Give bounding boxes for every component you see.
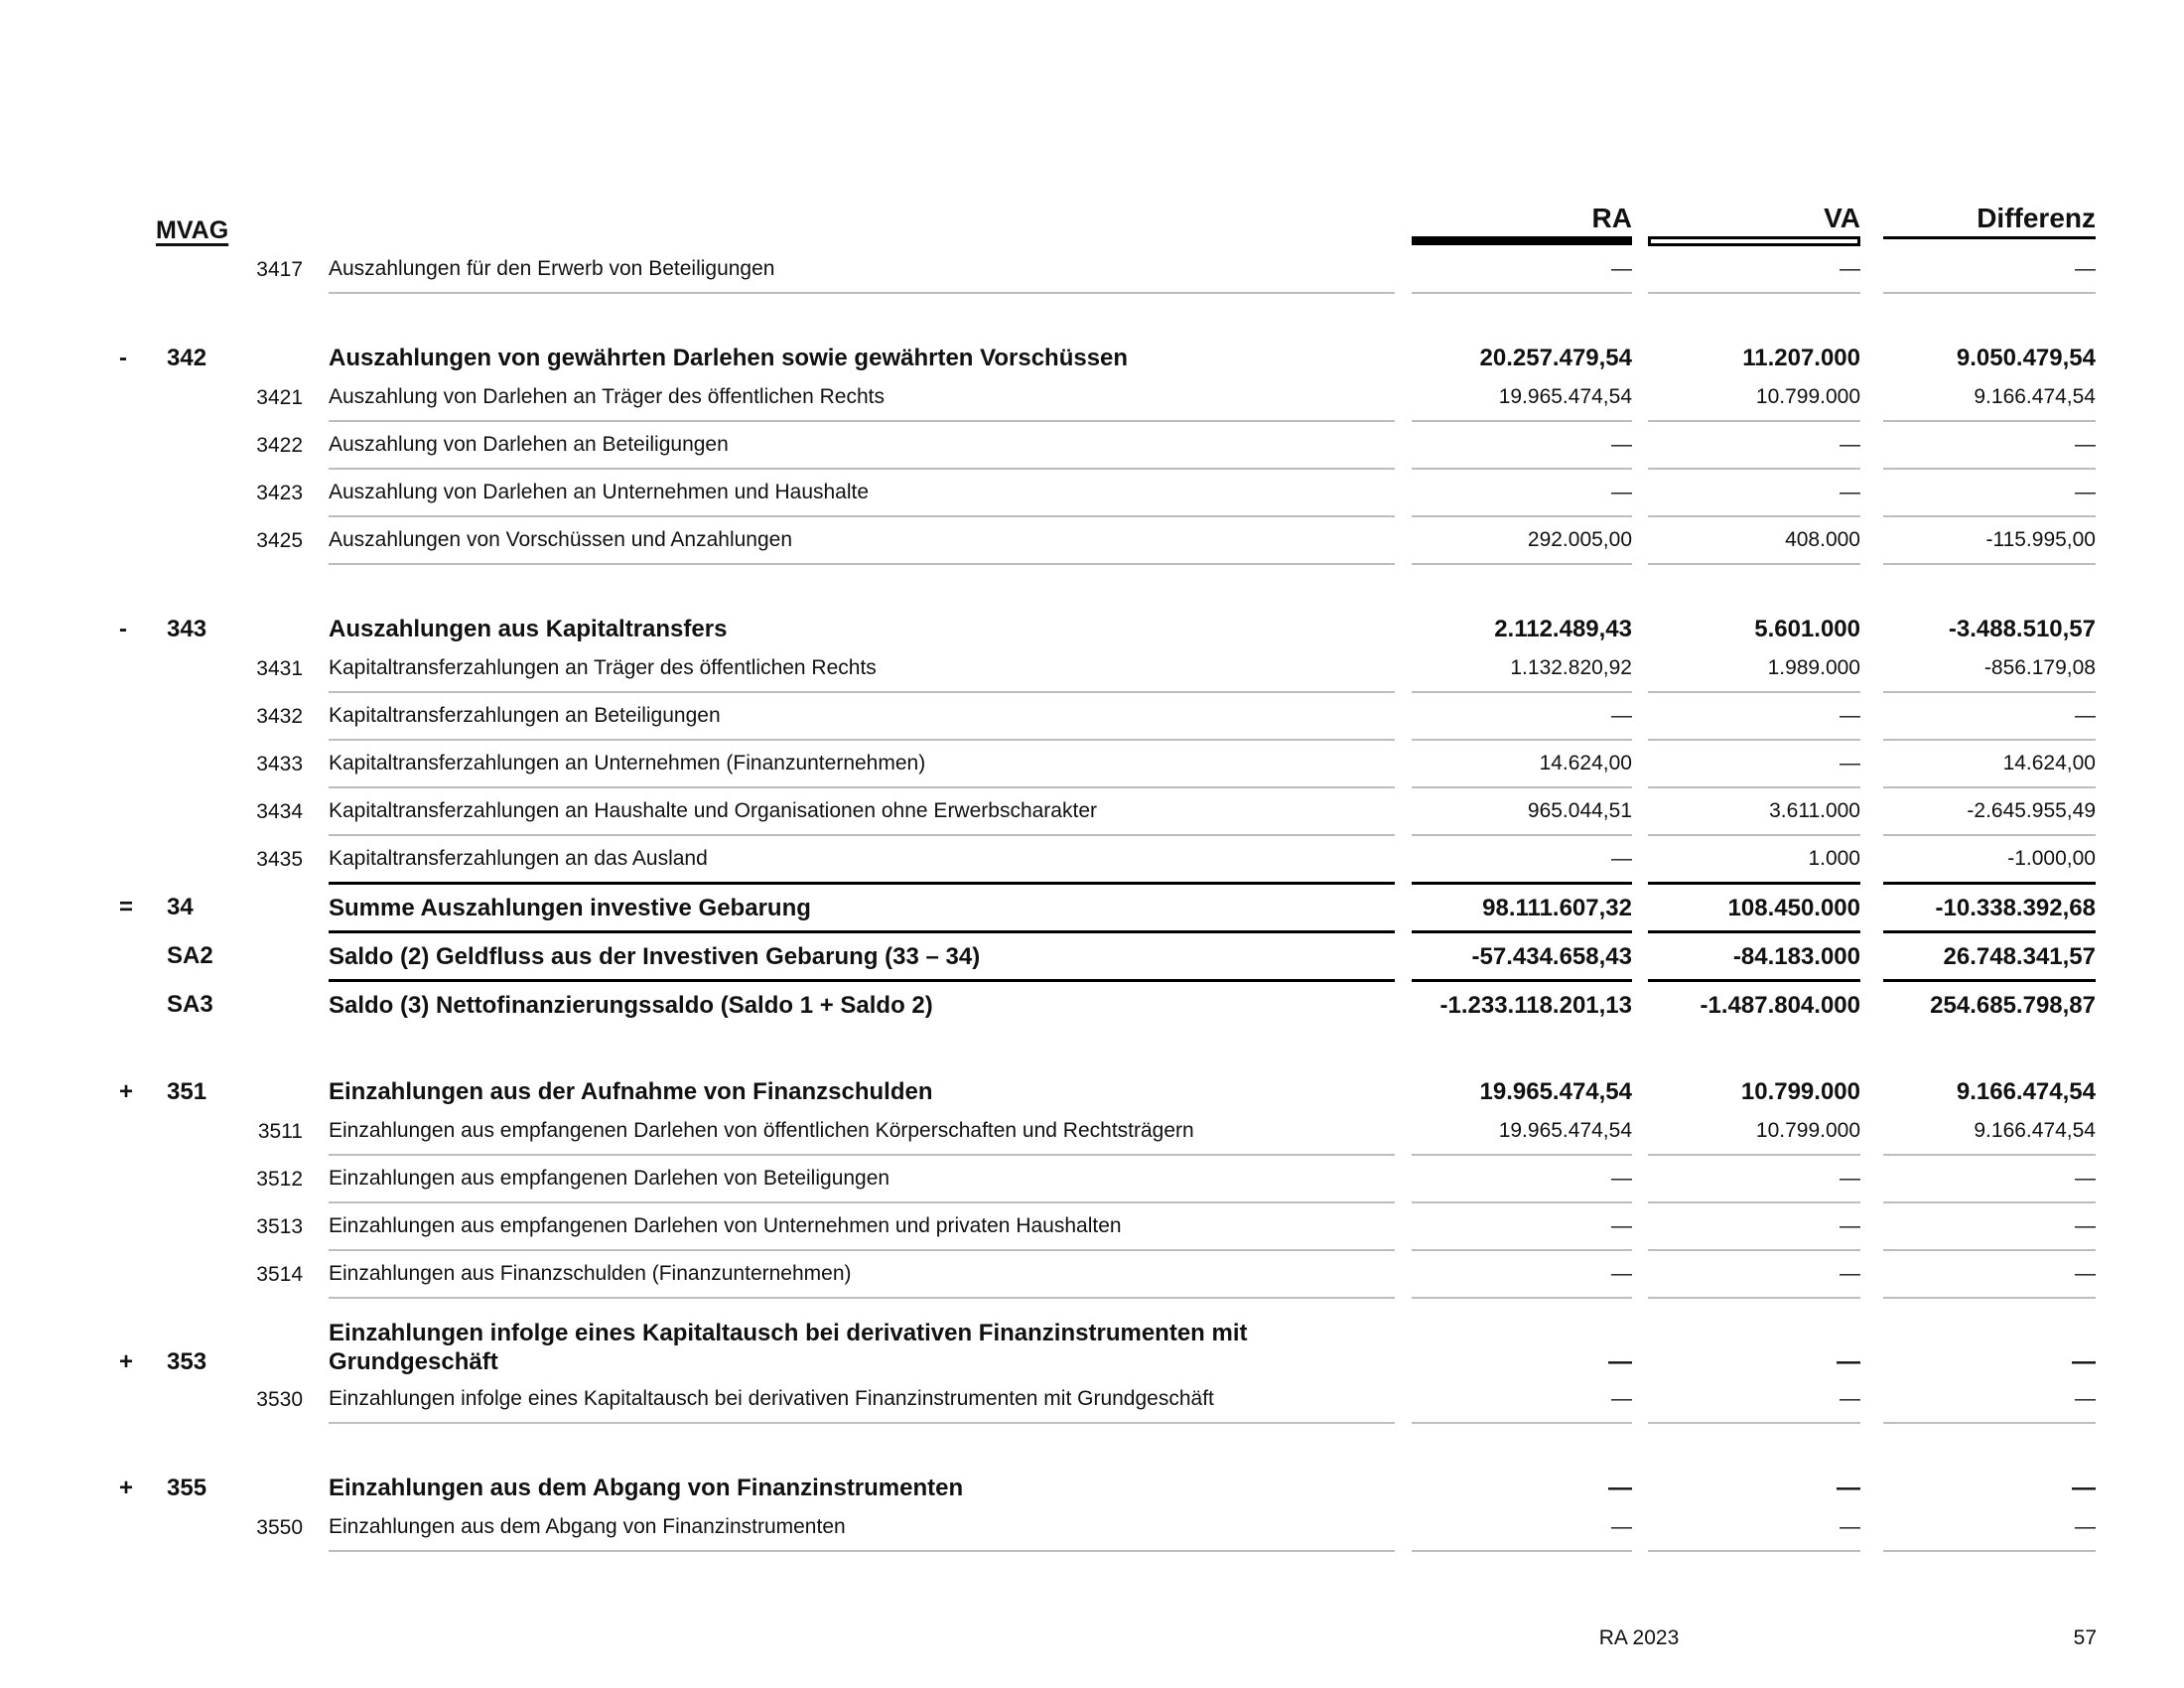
differenz-value-cell	[1883, 979, 2096, 1030]
account-code: 3530	[256, 1388, 303, 1411]
differenz-value-cell	[1883, 836, 2096, 884]
differenz-value-cell	[1883, 645, 2096, 693]
row-label: Auszahlung von Darlehen an Beteiligungen	[329, 433, 729, 456]
ra-value: —	[1611, 481, 1632, 503]
row-label-cell	[329, 930, 1395, 981]
row-label: Einzahlungen aus empfangenen Darlehen von Beteiligungen	[329, 1167, 890, 1190]
ra-value: 1.132.820,92	[1510, 656, 1632, 679]
va-value-cell	[1648, 1076, 1860, 1108]
table-row	[0, 1108, 2184, 1156]
va-value-cell	[1648, 1473, 1860, 1504]
va-value-cell	[1648, 836, 1860, 884]
row-label-cell	[329, 374, 1395, 422]
group-row	[0, 343, 2184, 374]
differenz-value: —	[2075, 704, 2096, 727]
va-value: —	[1840, 1167, 1860, 1190]
differenz-value-cell	[1883, 422, 2096, 470]
ra-value-cell	[1412, 1319, 1632, 1376]
row-label: Einzahlungen aus empfangenen Darlehen von Unternehmen und privaten Haushalten	[329, 1214, 1122, 1237]
ra-value: —	[1611, 1387, 1632, 1410]
account-code: 3431	[256, 657, 303, 680]
row-label-cell	[329, 246, 1395, 294]
account-code: 3511	[257, 1120, 303, 1143]
ra-value-cell	[1412, 246, 1632, 294]
differenz-value-cell	[1883, 470, 2096, 517]
differenz-value: —	[2075, 1515, 2096, 1538]
differenz-value-cell	[1883, 1473, 2096, 1504]
table-row	[0, 788, 2184, 836]
differenz-value-cell	[1883, 1251, 2096, 1299]
differenz-value-cell	[1883, 882, 2096, 932]
va-value: —	[1840, 1214, 1860, 1237]
row-label-cell	[329, 1504, 1395, 1552]
va-value-cell	[1648, 1376, 1860, 1424]
va-value: —	[1840, 752, 1860, 774]
table-row	[0, 1203, 2184, 1251]
row-label: Summe Auszahlungen investive Gebarung	[329, 895, 811, 921]
account-code-cell	[199, 693, 303, 741]
va-value-cell	[1648, 470, 1860, 517]
ra-value-cell	[1412, 1108, 1632, 1156]
row-label: Einzahlungen aus dem Abgang von Finanzinstrumenten	[329, 1475, 964, 1501]
group-row	[0, 1319, 2184, 1376]
ra-value-cell	[1412, 882, 1632, 932]
account-code-cell	[199, 645, 303, 693]
va-value-cell	[1648, 741, 1860, 788]
differenz-header-bar	[1883, 236, 2096, 239]
row-sign-cell	[119, 614, 139, 645]
table-row	[0, 645, 2184, 693]
mvag-code-cell	[167, 343, 266, 374]
va-value-cell	[1648, 979, 1860, 1030]
ra-value-cell	[1412, 836, 1632, 884]
row-label-cell	[329, 1473, 1395, 1504]
differenz-column-header: Differenz	[1977, 203, 2096, 233]
ra-value: —	[1611, 1515, 1632, 1538]
va-value: 10.799.000	[1755, 385, 1860, 408]
row-label-cell	[329, 836, 1395, 884]
row-label: Einzahlungen aus der Aufnahme von Finanzschulden	[329, 1078, 933, 1105]
va-value: 5.601.000	[1754, 616, 1860, 642]
va-value-cell	[1648, 930, 1860, 981]
row-label-cell	[329, 1076, 1395, 1108]
account-code-cell	[199, 374, 303, 422]
ra-value: —	[1611, 1262, 1632, 1285]
row-label-cell	[329, 979, 1395, 1030]
differenz-value-cell	[1883, 1319, 2096, 1376]
ra-value: —	[1611, 704, 1632, 727]
ra-value: -1.233.118.201,13	[1439, 992, 1632, 1019]
va-column-header: VA	[1824, 203, 1860, 233]
account-code: 3433	[256, 753, 303, 775]
ra-value-cell	[1412, 1251, 1632, 1299]
differenz-value-cell	[1883, 1376, 2096, 1424]
group-row	[0, 1473, 2184, 1504]
mvag-code-cell	[167, 930, 266, 981]
mvag-code-cell	[167, 614, 266, 645]
row-label: Kapitaltransferzahlungen an Träger des öffentlichen Rechts	[329, 656, 877, 679]
mvag-code: 343	[167, 616, 207, 642]
va-value-cell	[1648, 374, 1860, 422]
row-label-cell	[329, 645, 1395, 693]
table-row	[0, 1504, 2184, 1552]
row-label: Auszahlungen von Vorschüssen und Anzahlungen	[329, 528, 793, 551]
ra-value: 19.965.474,54	[1498, 1119, 1632, 1142]
differenz-value: -115.995,00	[1985, 528, 2096, 551]
va-value: -1.487.804.000	[1700, 992, 1860, 1019]
ra-value-cell	[1412, 741, 1632, 788]
table-row	[0, 1156, 2184, 1203]
account-code: 3434	[256, 800, 303, 823]
va-value-cell	[1648, 1108, 1860, 1156]
mvag-code: 34	[167, 893, 194, 920]
va-value: —	[1840, 433, 1860, 456]
row-label: Kapitaltransferzahlungen an Haushalte und Organisationen ohne Erwerbscharakter	[329, 799, 1097, 822]
mvag-code: 351	[167, 1078, 207, 1105]
ra-value: —	[1611, 433, 1632, 456]
account-code-cell	[199, 517, 303, 565]
row-label: Saldo (2) Geldfluss aus der Investiven Gebarung (33 – 34)	[329, 943, 981, 970]
row-sign: +	[119, 1078, 134, 1105]
table-row	[0, 422, 2184, 470]
ra-value: -57.434.658,43	[1471, 943, 1632, 970]
mvag-code: SA2	[167, 941, 213, 969]
differenz-value: 9.050.479,54	[1956, 345, 2096, 371]
table-row	[0, 246, 2184, 294]
differenz-value-cell	[1883, 1504, 2096, 1552]
account-code: 3425	[256, 529, 303, 552]
table-row	[0, 1251, 2184, 1299]
row-label: Saldo (3) Nettofinanzierungssaldo (Saldo 1 + Saldo 2)	[329, 992, 933, 1019]
row-sign-cell	[119, 930, 139, 981]
ra-value-cell	[1412, 1076, 1632, 1108]
account-code: 3422	[256, 434, 303, 457]
va-value: —	[1837, 1475, 1860, 1501]
account-code-cell	[199, 470, 303, 517]
va-value-cell	[1648, 1203, 1860, 1251]
row-sign-cell	[119, 1319, 139, 1376]
account-code: 3514	[256, 1263, 303, 1286]
row-label: Auszahlungen von gewährten Darlehen sowie gewährten Vorschüssen	[329, 345, 1129, 371]
group-row	[0, 614, 2184, 645]
account-code-cell	[199, 1156, 303, 1203]
va-value-cell	[1648, 1156, 1860, 1203]
differenz-value: 9.166.474,54	[1974, 385, 2096, 408]
ra-value-cell	[1412, 1203, 1632, 1251]
row-sign-cell	[119, 979, 139, 1030]
mvag-code-cell	[167, 1076, 266, 1108]
row-label-cell	[329, 693, 1395, 741]
row-sign-cell	[119, 343, 139, 374]
differenz-value: 9.166.474,54	[1956, 1078, 2096, 1105]
ra-value-cell	[1412, 1473, 1632, 1504]
mvag-code: 342	[167, 345, 207, 371]
table-row	[0, 374, 2184, 422]
account-code: 3435	[256, 848, 303, 871]
account-code-cell	[199, 836, 303, 884]
ra-value: —	[1611, 1214, 1632, 1237]
mvag-code-cell	[167, 1473, 266, 1504]
ra-value-cell	[1412, 614, 1632, 645]
ra-value: 19.965.474,54	[1498, 385, 1632, 408]
account-code: 3417	[256, 258, 303, 281]
va-value-cell	[1648, 422, 1860, 470]
va-value-cell	[1648, 343, 1860, 374]
mvag-code: SA3	[167, 990, 213, 1018]
va-value: 11.207.000	[1742, 345, 1860, 371]
va-value: —	[1840, 1515, 1860, 1538]
mvag-column-header: MVAG	[156, 216, 229, 244]
account-code-cell	[199, 741, 303, 788]
page-number: 57	[2073, 1626, 2097, 1649]
total-row	[0, 930, 2184, 981]
row-label-cell	[329, 1251, 1395, 1299]
ra-value: 292.005,00	[1527, 528, 1632, 551]
row-sign: -	[119, 345, 127, 371]
ra-value-cell	[1412, 1504, 1632, 1552]
row-label-cell	[329, 517, 1395, 565]
total-row	[0, 979, 2184, 1030]
row-sign: -	[119, 616, 127, 642]
row-sign-cell	[119, 882, 139, 932]
differenz-value: —	[2075, 257, 2096, 280]
differenz-value-cell	[1883, 517, 2096, 565]
row-label-cell	[329, 1203, 1395, 1251]
differenz-value: -10.338.392,68	[1935, 895, 2096, 921]
table-row	[0, 693, 2184, 741]
account-code-cell	[199, 1376, 303, 1424]
row-label: Auszahlung von Darlehen an Unternehmen und Haushalte	[329, 481, 870, 503]
row-label-cell	[329, 788, 1395, 836]
table-row	[0, 470, 2184, 517]
ra-value-cell	[1412, 422, 1632, 470]
va-value: -84.183.000	[1732, 943, 1860, 970]
row-label-cell	[329, 882, 1395, 932]
ra-value-cell	[1412, 343, 1632, 374]
table-row	[0, 836, 2184, 884]
va-value: 10.799.000	[1755, 1119, 1860, 1142]
row-sign-cell	[119, 1076, 139, 1108]
total-row	[0, 882, 2184, 932]
row-sign: +	[119, 1475, 134, 1501]
va-value: —	[1840, 704, 1860, 727]
row-label-cell	[329, 614, 1395, 645]
va-value-cell	[1648, 1504, 1860, 1552]
va-value-cell	[1648, 1319, 1860, 1376]
account-code-cell	[199, 422, 303, 470]
differenz-value-cell	[1883, 343, 2096, 374]
differenz-value: -856.179,08	[1983, 656, 2096, 679]
va-value: —	[1840, 1262, 1860, 1285]
account-code-cell	[199, 1108, 303, 1156]
ra-value-cell	[1412, 930, 1632, 981]
differenz-value-cell	[1883, 374, 2096, 422]
row-label: Auszahlungen aus Kapitaltransfers	[329, 616, 728, 642]
differenz-value: -1.000,00	[2007, 847, 2096, 870]
ra-column-header: RA	[1591, 203, 1632, 233]
row-label-cell	[329, 1319, 1395, 1376]
row-label: Einzahlungen aus dem Abgang von Finanzinstrumenten	[329, 1515, 846, 1538]
ra-value-cell	[1412, 645, 1632, 693]
row-label: Kapitaltransferzahlungen an Unternehmen (Finanzunternehmen)	[329, 752, 926, 774]
row-label: Einzahlungen infolge eines Kapitaltausch bei derivativen Finanzinstrumenten mit Grundgeschäft	[329, 1387, 1214, 1410]
ra-value-cell	[1412, 1376, 1632, 1424]
ra-value: —	[1608, 1348, 1632, 1375]
row-label: Kapitaltransferzahlungen an das Ausland	[329, 847, 708, 870]
ra-value: 20.257.479,54	[1479, 345, 1632, 371]
ra-value-cell	[1412, 979, 1632, 1030]
account-code-cell	[199, 246, 303, 294]
differenz-value: —	[2075, 1214, 2096, 1237]
account-code-cell	[199, 788, 303, 836]
account-code: 3512	[256, 1168, 303, 1191]
row-sign: +	[119, 1348, 134, 1375]
va-value-cell	[1648, 693, 1860, 741]
row-label: Kapitaltransferzahlungen an Beteiligungen	[329, 704, 721, 727]
mvag-code-cell	[167, 882, 266, 932]
differenz-value: —	[2072, 1348, 2096, 1375]
ra-value-cell	[1412, 470, 1632, 517]
row-label-cell	[329, 1376, 1395, 1424]
va-value-cell	[1648, 1251, 1860, 1299]
va-value-cell	[1648, 645, 1860, 693]
row-label: Auszahlungen für den Erwerb von Beteiligungen	[329, 257, 775, 280]
ra-value: —	[1608, 1475, 1632, 1501]
ra-value: —	[1611, 847, 1632, 870]
group-row	[0, 1076, 2184, 1108]
ra-value: —	[1611, 1167, 1632, 1190]
row-sign-cell	[119, 1473, 139, 1504]
account-code: 3421	[256, 386, 303, 409]
va-value: 108.450.000	[1727, 895, 1860, 921]
differenz-value-cell	[1883, 1076, 2096, 1108]
ra-value: 965.044,51	[1527, 799, 1632, 822]
va-value-cell	[1648, 614, 1860, 645]
row-label: Auszahlung von Darlehen an Träger des öffentlichen Rechts	[329, 385, 885, 408]
differenz-value-cell	[1883, 1203, 2096, 1251]
va-value: 1.000	[1808, 847, 1860, 870]
ra-header-bar	[1412, 236, 1632, 245]
va-value-cell	[1648, 246, 1860, 294]
differenz-value-cell	[1883, 246, 2096, 294]
va-value-cell	[1648, 882, 1860, 932]
mvag-code-cell	[167, 979, 266, 1030]
va-value: 1.989.000	[1767, 656, 1860, 679]
row-label-cell	[329, 1156, 1395, 1203]
row-label: Einzahlungen infolge eines Kapitaltausch bei derivativen Finanzinstrumenten mit Grundgeschäft	[329, 1320, 1248, 1375]
differenz-value-cell	[1883, 788, 2096, 836]
ra-value: 14.624,00	[1539, 752, 1632, 774]
mvag-code-cell	[167, 1319, 266, 1376]
differenz-value: —	[2075, 481, 2096, 503]
ra-value-cell	[1412, 374, 1632, 422]
row-label-cell	[329, 470, 1395, 517]
va-value: 10.799.000	[1740, 1078, 1860, 1105]
account-code-cell	[199, 1504, 303, 1552]
row-label-cell	[329, 1108, 1395, 1156]
va-header-bar	[1648, 236, 1860, 246]
differenz-value-cell	[1883, 1156, 2096, 1203]
ra-value: 19.965.474,54	[1479, 1078, 1632, 1105]
ra-value-cell	[1412, 788, 1632, 836]
account-code-cell	[199, 1203, 303, 1251]
account-code: 3423	[256, 482, 303, 504]
mvag-code: 355	[167, 1475, 207, 1501]
ra-value-cell	[1412, 693, 1632, 741]
row-sign: =	[119, 893, 134, 920]
row-label: Einzahlungen aus empfangenen Darlehen von öffentlichen Körperschaften und Rechtsträgern	[329, 1119, 1194, 1142]
differenz-value-cell	[1883, 1108, 2096, 1156]
ra-value: 98.111.607,32	[1482, 895, 1632, 921]
va-value: 3.611.000	[1769, 799, 1860, 822]
account-code-cell	[199, 1251, 303, 1299]
differenz-value: -3.488.510,57	[1948, 616, 2096, 642]
differenz-value: 254.685.798,87	[1930, 992, 2096, 1019]
mvag-code: 353	[167, 1348, 207, 1375]
va-value: 408.000	[1785, 528, 1860, 551]
row-label: Einzahlungen aus Finanzschulden (Finanzunternehmen)	[329, 1262, 852, 1285]
differenz-value: 26.748.341,57	[1943, 943, 2096, 970]
va-value-cell	[1648, 517, 1860, 565]
differenz-value: —	[2075, 1387, 2096, 1410]
account-code: 3432	[256, 705, 303, 728]
differenz-value-cell	[1883, 614, 2096, 645]
account-code: 3550	[256, 1516, 303, 1539]
va-value: —	[1837, 1348, 1860, 1375]
va-value: —	[1840, 481, 1860, 503]
differenz-value-cell	[1883, 741, 2096, 788]
row-label-cell	[329, 741, 1395, 788]
ra-value-cell	[1412, 517, 1632, 565]
row-label-cell	[329, 422, 1395, 470]
differenz-value: —	[2075, 1262, 2096, 1285]
ra-value: 2.112.489,43	[1494, 616, 1632, 642]
differenz-value: —	[2072, 1475, 2096, 1501]
table-row	[0, 741, 2184, 788]
ra-value-cell	[1412, 1156, 1632, 1203]
va-value-cell	[1648, 788, 1860, 836]
differenz-value: —	[2075, 1167, 2096, 1190]
budget-table	[0, 246, 2184, 1552]
differenz-value: 14.624,00	[2002, 752, 2096, 774]
table-row	[0, 517, 2184, 565]
va-value: —	[1840, 257, 1860, 280]
differenz-value-cell	[1883, 693, 2096, 741]
account-code: 3513	[256, 1215, 303, 1238]
table-row	[0, 1376, 2184, 1424]
va-value: —	[1840, 1387, 1860, 1410]
differenz-value: -2.645.955,49	[1967, 799, 2096, 822]
footer-title: RA 2023	[1598, 1626, 1680, 1649]
differenz-value-cell	[1883, 930, 2096, 981]
row-label-cell	[329, 343, 1395, 374]
ra-value: —	[1611, 257, 1632, 280]
differenz-value: —	[2075, 433, 2096, 456]
differenz-value: 9.166.474,54	[1974, 1119, 2096, 1142]
